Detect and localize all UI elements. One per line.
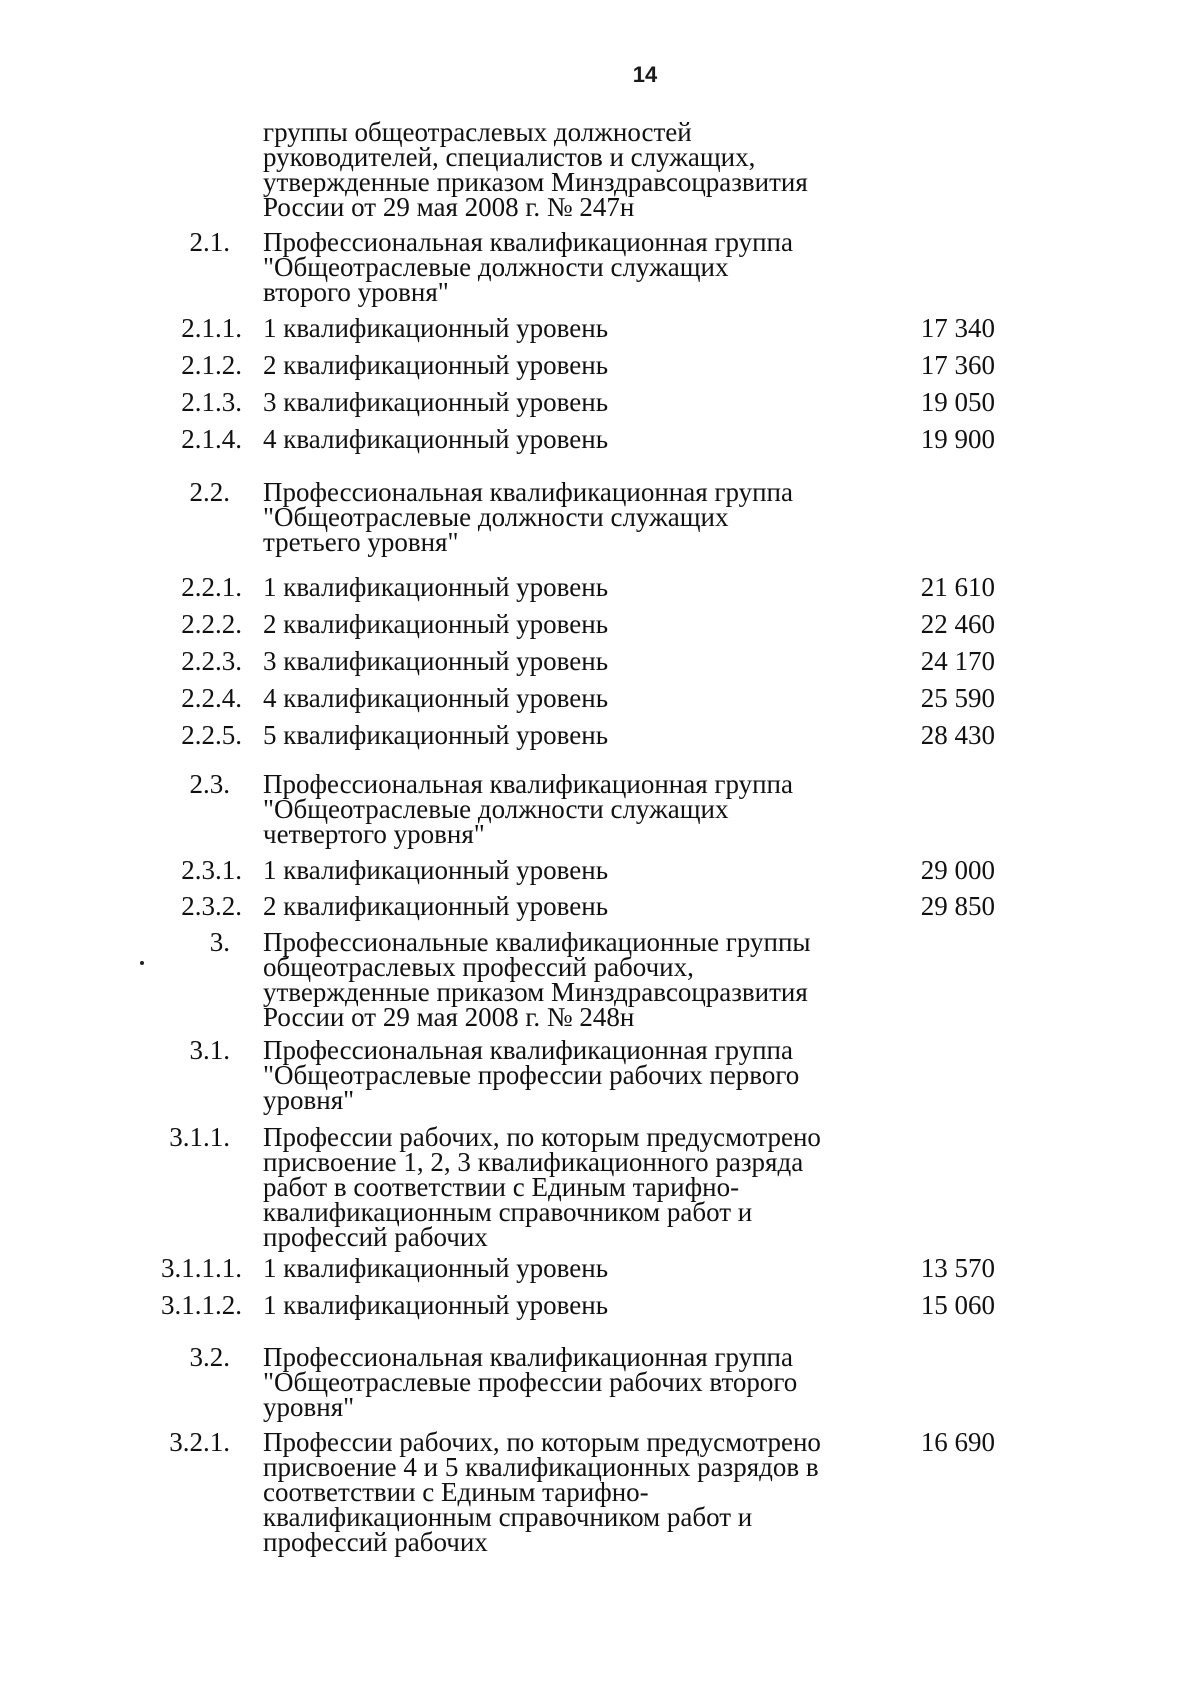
row-text: Профессиональная квалификационная группа "Общеотраслевые должности служащих третьего уровня"	[263, 477, 793, 557]
row-number: 2.2.4.	[181, 683, 242, 713]
row-number: 2.3.	[189, 769, 230, 799]
row-text: 5 квалификационный уровень	[263, 720, 609, 750]
row-value: 17 340	[920, 313, 995, 343]
row-number: 3.1.	[189, 1035, 230, 1065]
row-number: 3.1.1.1.	[161, 1253, 242, 1283]
row-number: 3.1.1.	[169, 1122, 230, 1152]
row-text: 3 квалификационный уровень	[263, 646, 609, 676]
row-text: 2 квалификационный уровень	[263, 350, 609, 380]
row-text: Профессиональная квалификационная группа "Общеотраслевые должности служащих четвертого уровня"	[263, 769, 793, 849]
row-text: 1 квалификационный уровень	[263, 1290, 609, 1320]
row-number: 2.2.5.	[181, 720, 242, 750]
intro-text: группы общеотраслевых должностей руководителей, специалистов и служащих, утвержденные приказом Минздравсоцразвития России от 29 мая 2008 г. № 247н	[263, 117, 808, 222]
row-text: 2 квалификационный уровень	[263, 609, 609, 639]
row-number: 2.2.1.	[181, 572, 242, 602]
row-value: 24 170	[920, 646, 995, 676]
row-text: Профессиональная квалификационная группа "Общеотраслевые профессии рабочих первого уровня"	[263, 1035, 800, 1115]
row-number: 2.2.3.	[181, 646, 242, 676]
row-text: 1 квалификационный уровень	[263, 1253, 609, 1283]
row-text: 1 квалификационный уровень	[263, 855, 609, 885]
row-number: 2.2.2.	[181, 609, 242, 639]
row-value: 22 460	[920, 609, 995, 639]
row-value: 29 850	[920, 891, 995, 921]
row-text: 2 квалификационный уровень	[263, 891, 609, 921]
row-text: 4 квалификационный уровень	[263, 683, 609, 713]
row-number: 2.1.3.	[181, 387, 242, 417]
row-value: 17 360	[920, 350, 995, 380]
row-text: 1 квалификационный уровень	[263, 572, 609, 602]
row-text: Профессии рабочих, по которым предусмотрено присвоение 1, 2, 3 квалификационного разряда работ в соответствии с Единым тарифно-квалификационным справочником работ и профессий рабочих	[263, 1122, 821, 1252]
row-text: 3 квалификационный уровень	[263, 387, 609, 417]
row-text: 4 квалификационный уровень	[263, 424, 609, 454]
row-value: 25 590	[920, 683, 995, 713]
row-number: 2.1.1.	[181, 313, 242, 343]
row-number: 2.1.	[189, 227, 230, 257]
row-number: 3.1.1.2.	[161, 1290, 242, 1320]
page-number: 14	[632, 62, 658, 87]
row-value: 19 050	[920, 387, 995, 417]
row-value: 19 900	[920, 424, 995, 454]
row-number: 2.2.	[189, 477, 230, 507]
row-value: 21 610	[920, 572, 995, 602]
row-value: 29 000	[920, 855, 995, 885]
row-number: 3.	[209, 927, 230, 957]
row-text: Профессиональная квалификационная группа "Общеотраслевые должности служащих второго уровня"	[263, 227, 793, 307]
row-value: 15 060	[920, 1290, 995, 1320]
scan-speck	[140, 961, 144, 965]
row-value: 13 570	[920, 1253, 995, 1283]
row-number: 3.2.	[189, 1342, 230, 1372]
row-value: 28 430	[920, 720, 995, 750]
row-number: 2.3.1.	[181, 855, 242, 885]
row-text: Профессии рабочих, по которым предусмотрено присвоение 4 и 5 квалификационных разрядов в соответствии с Единым тарифно-квалификационным справочником работ и профессий рабочих	[263, 1427, 821, 1557]
row-text: Профессиональные квалификационные группы общеотраслевых профессий рабочих, утвержденные приказом Минздравсоцразвития России от 29 мая 2008 г. № 248н	[263, 927, 811, 1032]
row-number: 2.1.4.	[181, 424, 242, 454]
row-number: 2.3.2.	[181, 891, 242, 921]
row-number: 2.1.2.	[181, 350, 242, 380]
row-text: Профессиональная квалификационная группа "Общеотраслевые профессии рабочих второго уровня"	[263, 1342, 798, 1422]
row-text: 1 квалификационный уровень	[263, 313, 609, 343]
row-value: 16 690	[920, 1427, 995, 1457]
row-number: 3.2.1.	[169, 1427, 230, 1457]
